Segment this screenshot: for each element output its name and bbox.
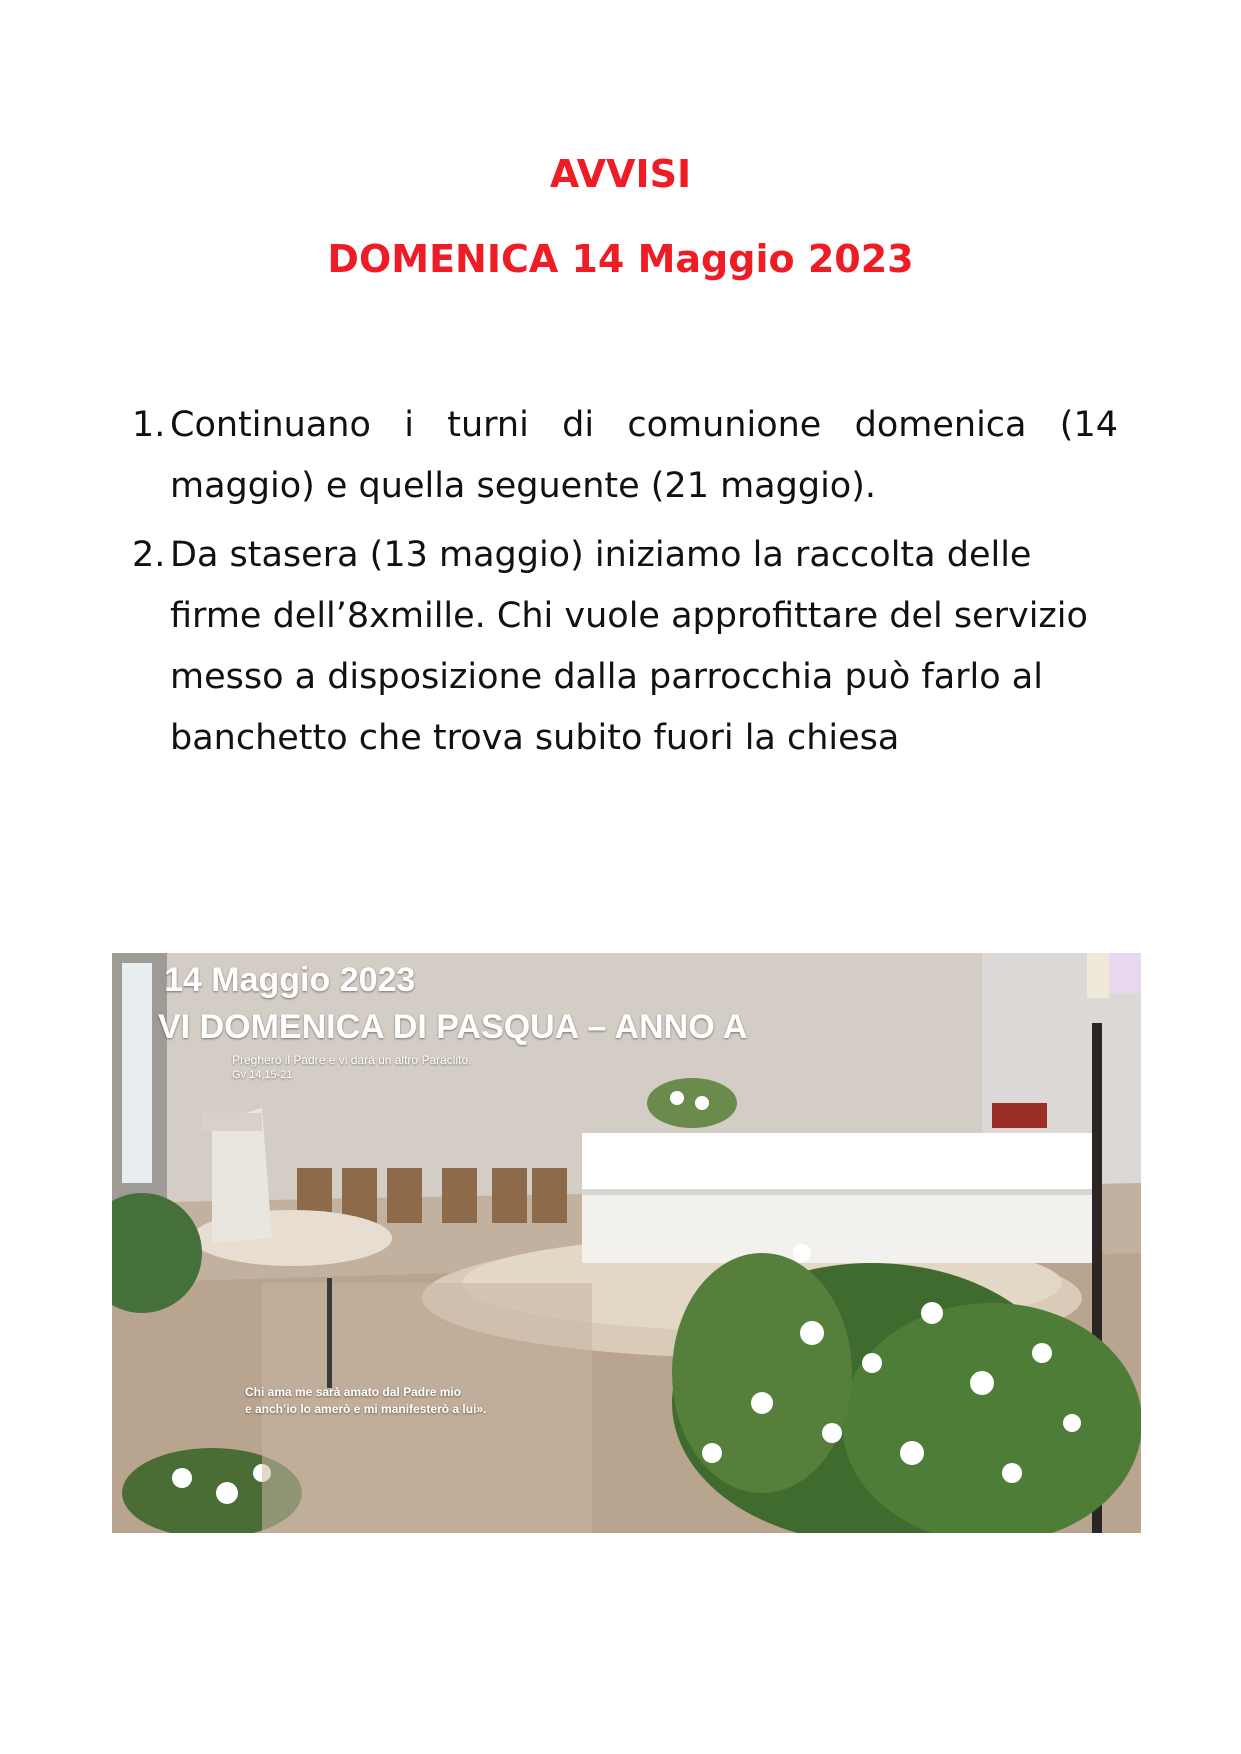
photo-verse-line: e anch’io lo amerò e mi manifesterò a lui». bbox=[245, 1402, 487, 1416]
notices-title: AVVISI bbox=[549, 152, 692, 196]
photo-quote: Pregherò il Padre e vi darà un altro Paràclito. bbox=[232, 1053, 472, 1067]
notice-text: Da stasera (13 maggio) iniziamo la raccolta delle firme dell’8xmille. Chi vuole approfittare del servizio messo a disposizione dalla parrocchia può farlo al banchetto che trova subito fuori la chiesa bbox=[170, 535, 1088, 758]
photo-date: 14 Maggio 2023 bbox=[164, 961, 416, 999]
photo-verse bbox=[245, 1384, 486, 1418]
church-altar-photo bbox=[112, 953, 1141, 1533]
notices-list bbox=[132, 395, 1118, 769]
photo-verse-line: Chi ama me sarà amato dal Padre mio bbox=[245, 1385, 462, 1399]
photo-reference: Gv 14,15-21 bbox=[232, 1069, 293, 1081]
notice-item bbox=[132, 525, 1118, 769]
photo-sunday-title: VI DOMENICA DI PASQUA – ANNO A bbox=[158, 1008, 748, 1046]
notice-number: 1. bbox=[132, 405, 166, 445]
notice-item bbox=[132, 395, 1118, 517]
notice-number: 2. bbox=[132, 535, 166, 575]
notices-date: DOMENICA 14 Maggio 2023 bbox=[327, 237, 914, 281]
notice-text: Continuano i turni di comunione domenica (14 maggio) e quella seguente (21 maggio). bbox=[170, 405, 1118, 506]
